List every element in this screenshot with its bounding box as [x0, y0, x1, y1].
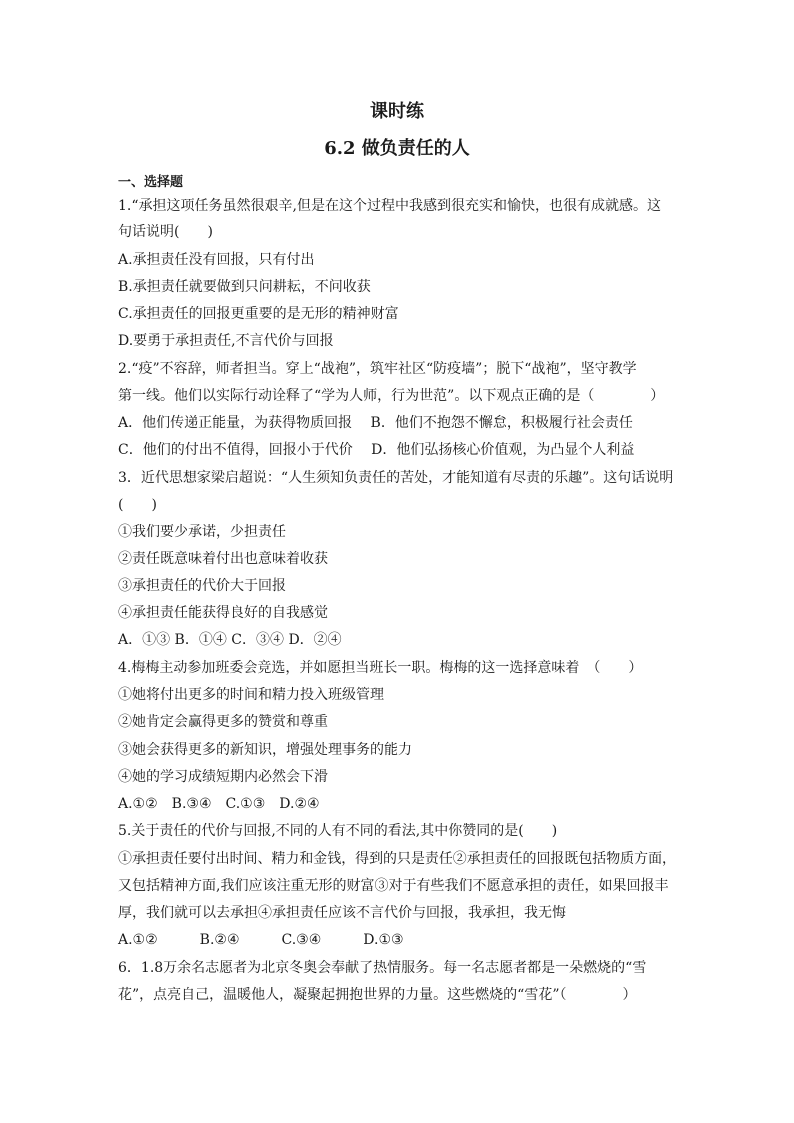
text-line: ①她将付出更多的时间和精力投入班级管理: [118, 687, 384, 703]
text-line: ②责任既意味着付出也意味着收获: [118, 551, 328, 567]
text-line: 4.梅梅主动参加班委会竞选，并如愿担当班长一职。梅梅的这一选择意味着 （ ）: [118, 660, 643, 676]
text-line: A．他们传递正能量，为获得物质回报 B．他们不抱怨不懈怠，积极履行社会责任: [118, 415, 633, 431]
text-line: ④承担责任能获得良好的自我感觉: [118, 605, 328, 621]
text-line: 第一线。他们以实际行动诠释了“学为人师，行为世范”。以下观点正确的是（ ）: [118, 388, 665, 404]
text-line: 6．1.8万余名志愿者为北京冬奥会奉献了热情服务。每一名志愿者都是一朵燃烧的“雪: [118, 960, 647, 976]
text-line: ③承担责任的代价大于回报: [118, 578, 286, 594]
text-line: B.承担责任就要做到只问耕耘，不问收获: [118, 279, 371, 295]
page-title: 课时练: [370, 101, 424, 122]
text-line: 句话说明( ): [118, 224, 213, 240]
text-line: 3．近代思想家梁启超说：“人生须知负责任的苦处，才能知道有尽责的乐趣”。这句话说明: [118, 470, 674, 486]
text-line: A.①② B.③④ C.①③ D.②④: [118, 796, 320, 812]
text-line: ( ): [118, 497, 157, 513]
text-line: C．他们的付出不值得，回报小于代价 D．他们弘扬核心价值观，为凸显个人利益: [118, 442, 635, 458]
text-line: ②她肯定会赢得更多的赞赏和尊重: [118, 714, 328, 730]
text-line: 1.“承担这项任务虽然很艰辛,但是在这个过程中我感到很充实和愉快，也很有成就感。这: [118, 198, 661, 214]
text-line: ①我们要少承诺，少担责任: [118, 524, 286, 540]
page-subtitle: 6.2 做负责任的人: [324, 138, 470, 159]
text-line: 厚，我们就可以去承担④承担责任应该不言代价与回报，我承担，我无悔: [118, 905, 566, 921]
text-line: ①承担责任要付出时间、精力和金钱，得到的只是责任②承担责任的回报既包括物质方面，: [118, 851, 676, 867]
text-line: 花”，点亮自己，温暖他人，凝聚起拥抱世界的力量。这些燃烧的“雪花”（ ）: [118, 987, 637, 1003]
section-heading: 一、选择题: [118, 175, 184, 190]
text-line: A．①③ B．①④ C．③④ D．②④: [118, 632, 342, 648]
text-line: 又包括精神方面,我们应该注重无形的财富③对于有些我们不愿意承担的责任，如果回报丰: [118, 878, 669, 894]
text-line: ④她的学习成绩短期内必然会下滑: [118, 769, 328, 785]
text-line: D.要勇于承担责任,不言代价与回报: [118, 333, 334, 349]
text-line: 2.“疫”不容辞，师者担当。穿上“战袍”，筑牢社区“防疫墙”；脱下“战袍”，坚守教学: [118, 361, 637, 377]
text-line: A.①② B.②④ C.③④ D.①③: [118, 932, 404, 948]
text-line: 5.关于责任的代价与回报,不同的人有不同的看法,其中你赞同的是( ): [118, 823, 558, 839]
text-line: C.承担责任的回报更重要的是无形的精神财富: [118, 306, 399, 322]
text-line: ③她会获得更多的新知识，增强处理事务的能力: [118, 742, 412, 758]
text-line: A.承担责任没有回报，只有付出: [118, 252, 315, 268]
